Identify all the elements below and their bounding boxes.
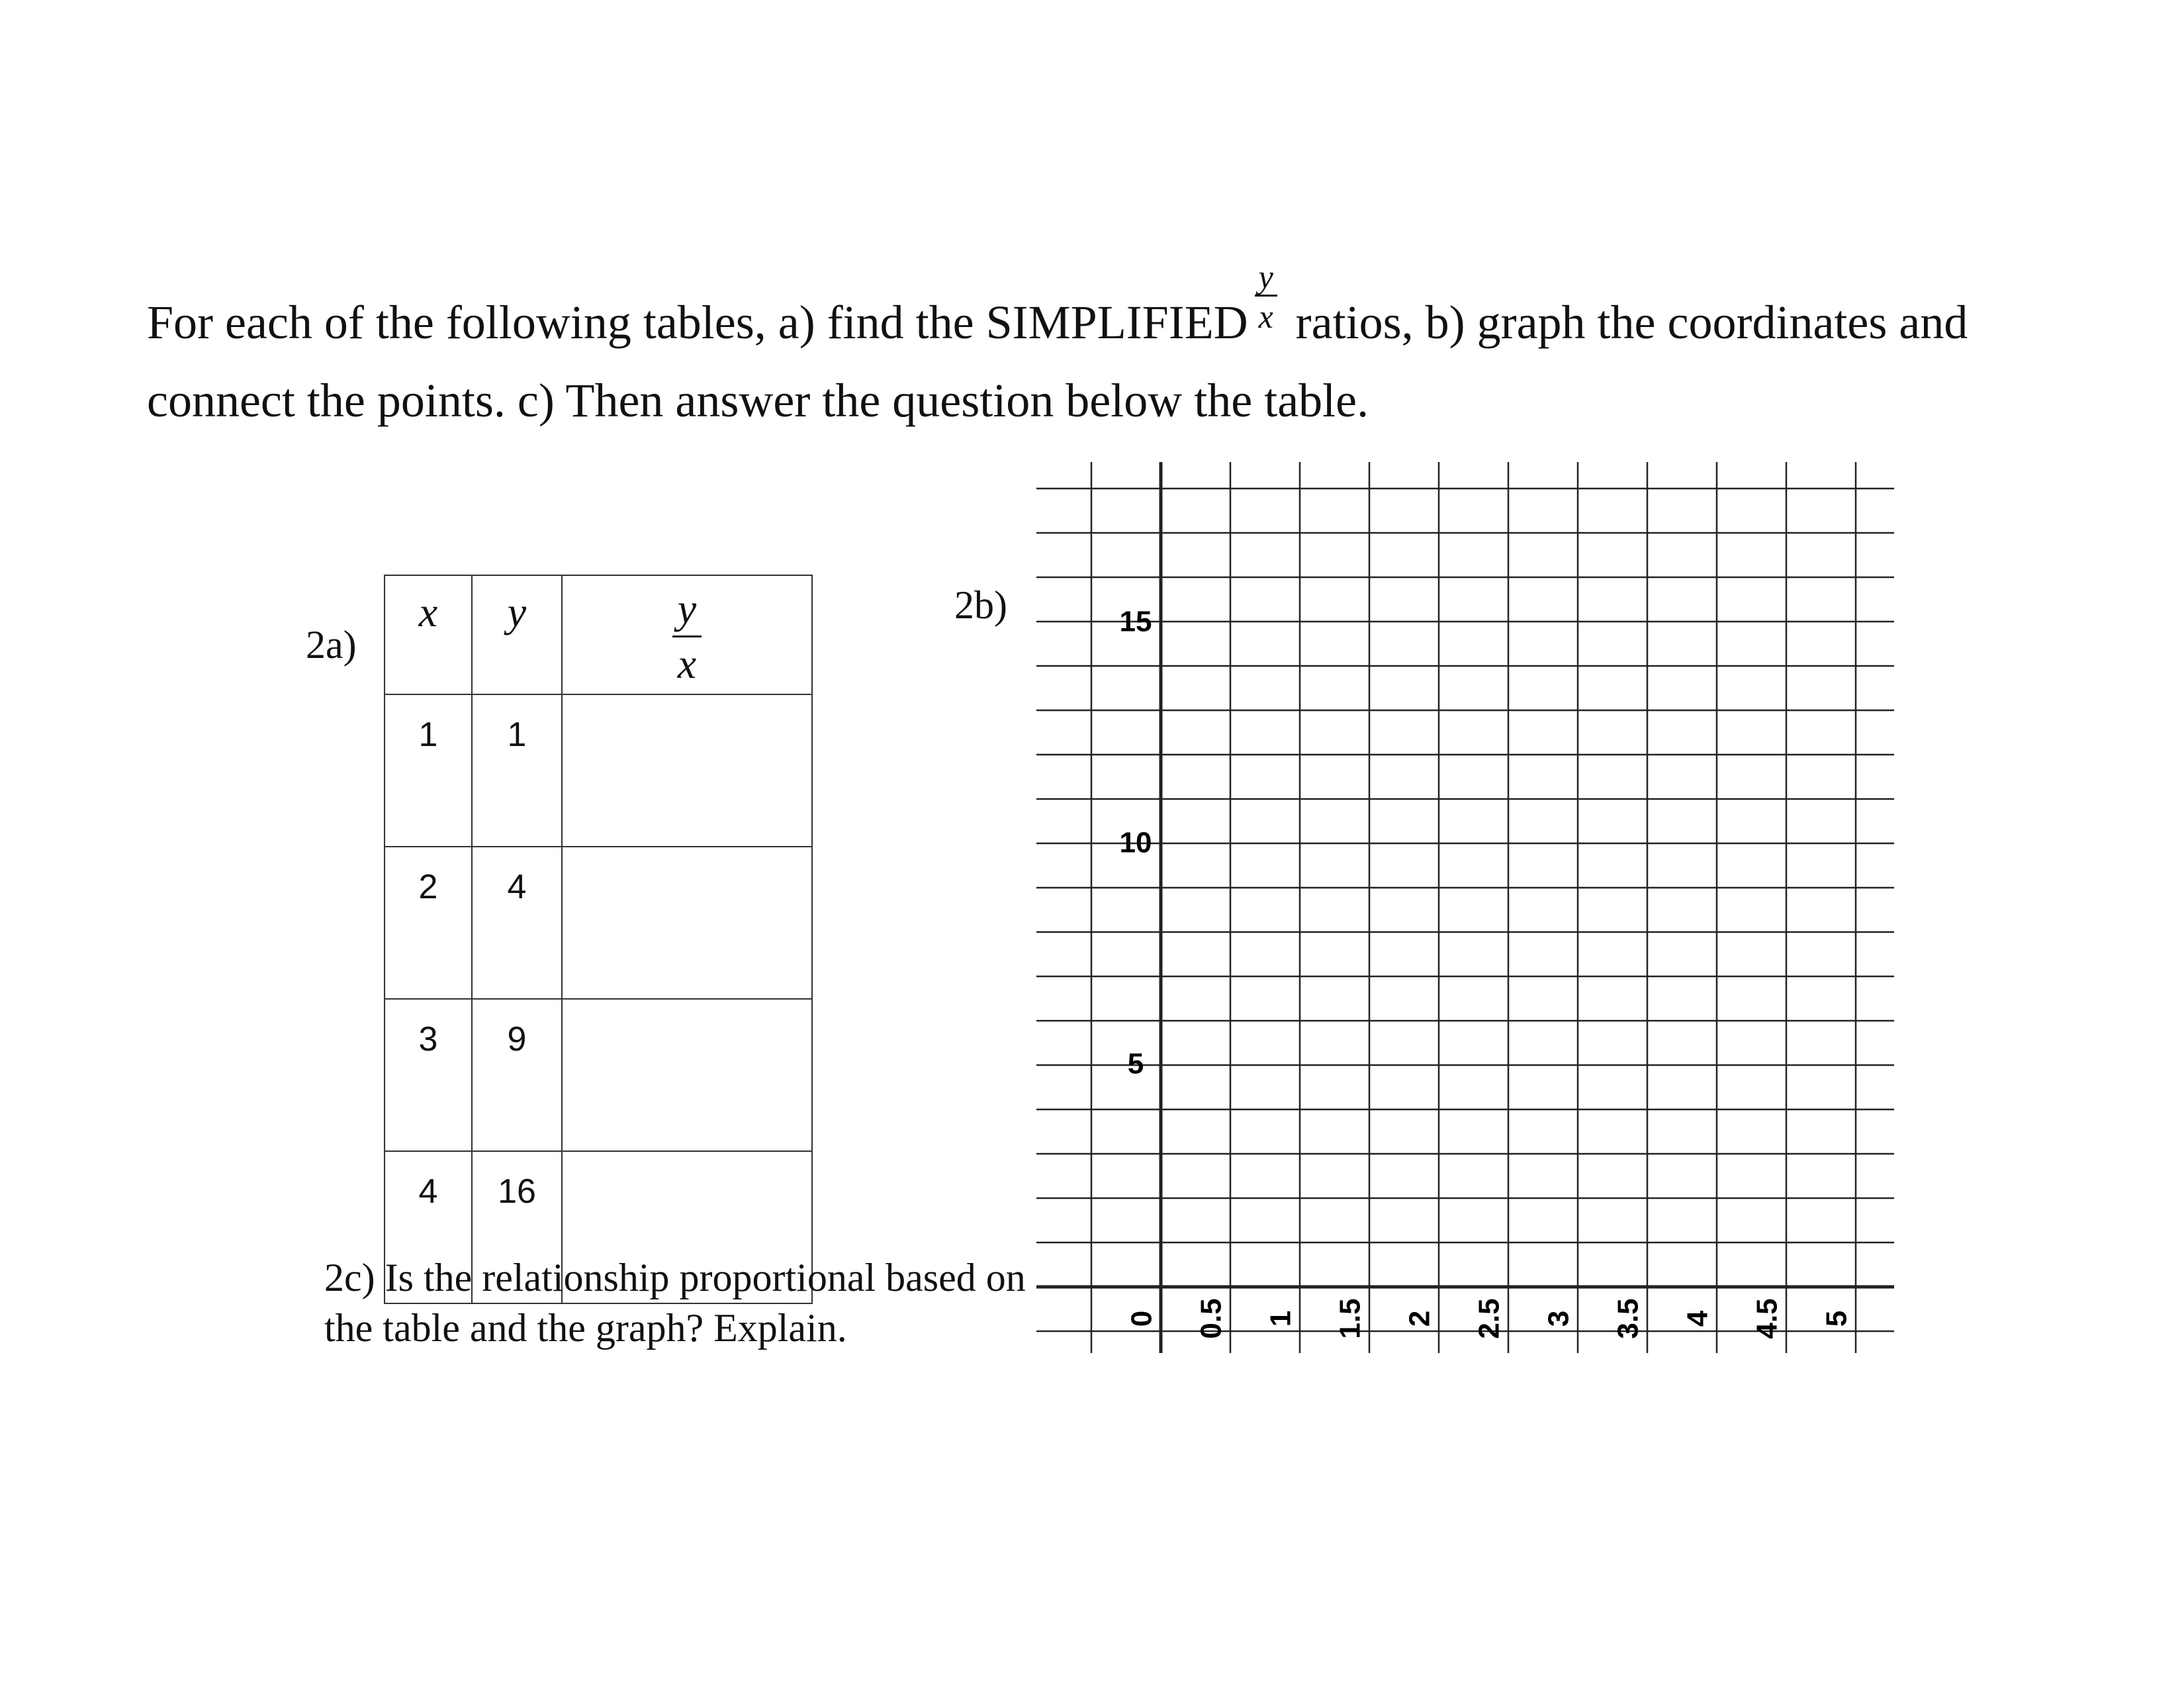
x-tick-label: 1 (1264, 1310, 1297, 1327)
x-tick-label: 0 (1125, 1310, 1158, 1327)
cell-y: 1 (472, 694, 562, 847)
label-2a: 2a) (306, 623, 357, 667)
cell-x: 4 (385, 1151, 472, 1303)
x-tick-label: 3 (1542, 1310, 1575, 1327)
cell-y: 4 (472, 847, 562, 999)
ratio-denominator: x (677, 640, 697, 687)
x-tick-label: 2 (1403, 1310, 1436, 1327)
instructions-part1: For each of the following tables, a) find the SIMPLIFIED (147, 296, 1248, 349)
cell-y: 9 (472, 999, 562, 1151)
label-2b: 2b) (954, 583, 1007, 627)
x-tick-label: 1.5 (1334, 1298, 1367, 1339)
cell-y: 16 (472, 1151, 562, 1303)
x-tick-label: 5 (1820, 1310, 1853, 1327)
header-y: y (472, 575, 562, 694)
instructions-part2: ratios, b) graph the coordinates and connect the points. c) Then answer the question below the table. (147, 296, 1968, 427)
x-tick-label: 0.5 (1195, 1298, 1228, 1339)
ratio-numerator: y (677, 585, 697, 632)
fraction-denominator: x (1258, 298, 1273, 335)
question-2c: 2c) Is the relationship proportional based on the table and the graph? Explain. (324, 1256, 1026, 1350)
x-tick-label: 4.5 (1751, 1298, 1784, 1339)
x-tick-label: 3.5 (1612, 1298, 1645, 1339)
header-x: x (385, 575, 472, 694)
y-tick-label: 5 (1127, 1047, 1144, 1080)
x-tick-label: 2.5 (1473, 1298, 1506, 1339)
cell-x: 1 (385, 694, 472, 847)
y-tick-label: 10 (1119, 826, 1152, 859)
x-tick-label: 4 (1681, 1310, 1714, 1327)
cell-x: 3 (385, 999, 472, 1151)
y-tick-label: 15 (1119, 605, 1152, 638)
fraction-numerator: y (1258, 258, 1273, 295)
cell-x: 2 (385, 847, 472, 999)
